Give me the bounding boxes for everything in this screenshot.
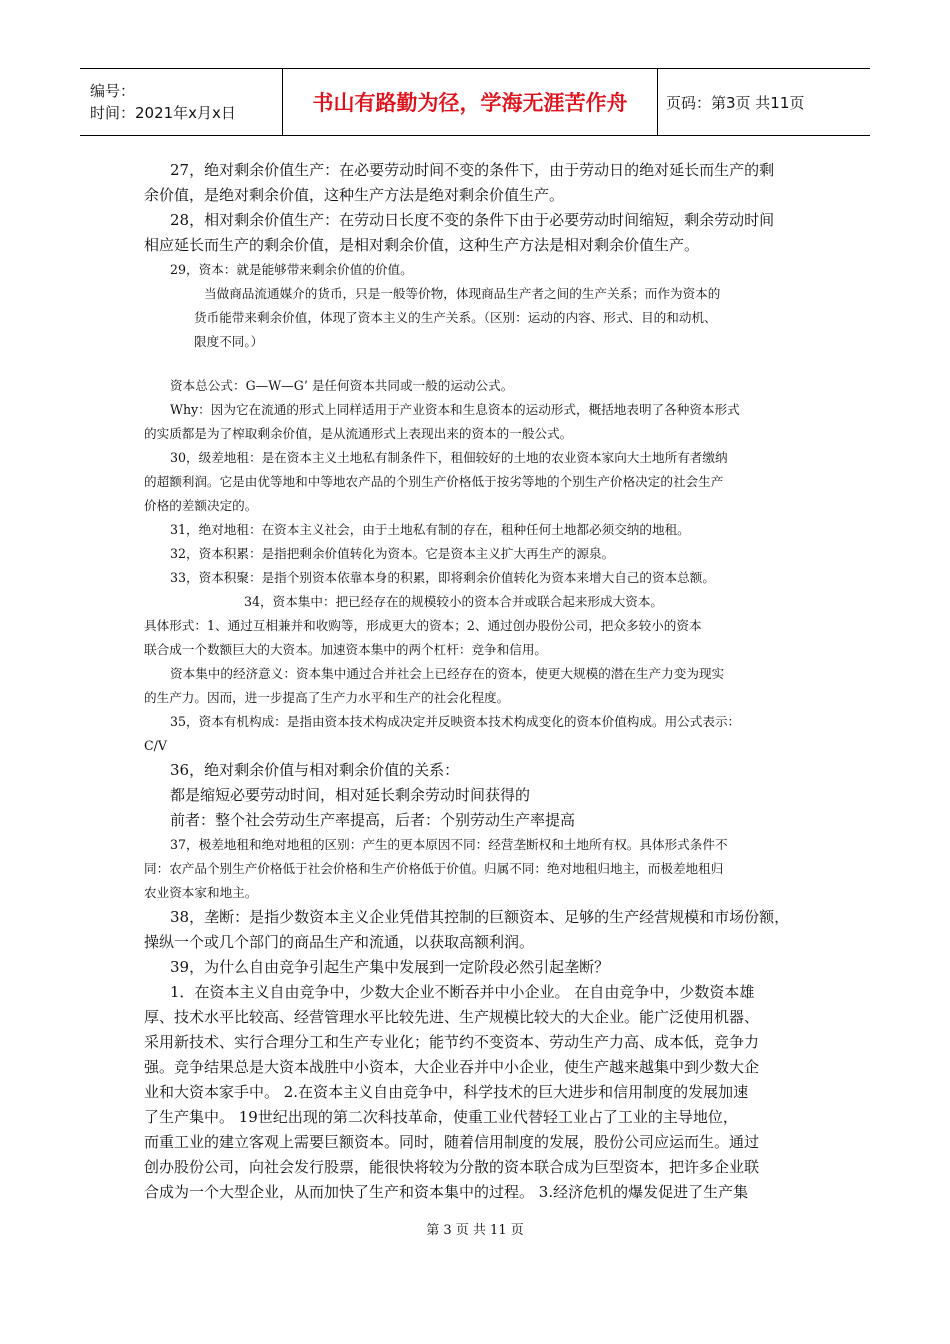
text-line: 货币能带来剩余价值，体现了资本主义的生产关系。（区别：运动的内容、形式、目的和动机、	[194, 310, 717, 325]
text-line: 资本总公式：G—W—G’ 是任何资本共同或一般的运动公式。	[170, 378, 514, 393]
text-line	[144, 354, 814, 374]
header-page-cell	[658, 69, 870, 135]
text-line: 29，资本：就是能够带来剩余价值的价值。	[170, 262, 413, 277]
text-line: 33，资本积聚：是指个别资本依靠本身的积累，即将剩余价值转化为资本来增大自己的资本总额。	[170, 570, 715, 585]
header-table	[80, 68, 870, 136]
text-line: 39，为什么自由竞争引起生产集中发展到一定阶段必然引起垄断？	[170, 958, 610, 976]
text-line: 采用新技术、实行合理分工和生产专业化；能节约不变资本、劳动生产力高、成本低，竞争力	[144, 1033, 760, 1051]
text-line: 创办股份公司，向社会发行股票，能很快将较为分散的资本联合成为巨型资本，把许多企业联	[144, 1158, 760, 1176]
number-label: 编号：	[90, 82, 136, 100]
text-line: 相应延长而生产的剩余价值，是相对剩余价值，这种生产方法是相对剩余价值生产。	[144, 236, 700, 254]
text-line: 32，资本积累：是指把剩余价值转化为资本。它是资本主义扩大再生产的源泉。	[170, 546, 615, 561]
text-line: 31，绝对地租：在资本主义社会，由于土地私有制的存在，租种任何土地都必须交纳的地租。	[170, 522, 690, 537]
text-line: 合成为一个大型企业，从而加快了生产和资本集中的过程。 3.经济危机的爆发促进了生产集	[144, 1183, 749, 1201]
text-line: 而重工业的建立客观上需要巨额资本。同时，随着信用制度的发展，股份公司应运而生。通过	[144, 1133, 760, 1151]
page-info: 页码：第3页 共11页	[666, 93, 805, 112]
text-line: 了生产集中。 19世纪出现的第二次科技革命，使重工业代替轻工业占了工业的主导地位，	[144, 1108, 738, 1126]
text-line: 34，资本集中：把已经存在的规模较小的资本合并或联合起来形成大资本。	[244, 594, 664, 609]
text-line: 限度不同。）	[194, 334, 264, 349]
text-line: 联合成一个数额巨大的大资本。加速资本集中的两个杠杆：竞争和信用。	[144, 642, 547, 657]
text-line: 前者：整个社会劳动生产率提高，后者：个别劳动生产率提高	[170, 811, 576, 829]
text-line: 的超额利润。它是由优等地和中等地农产品的个别生产价格低于按劣等地的个别生产价格决定的社会生产	[144, 474, 724, 489]
text-line: 的实质都是为了榨取剩余价值，是从流通形式上表现出来的资本的一般公式。	[144, 426, 573, 441]
text-line: 资本集中的经济意义：资本集中通过合并社会上已经存在的资本，使更大规模的潜在生产力变为现实	[170, 666, 725, 681]
text-line: 27，绝对剩余价值生产：在必要劳动时间不变的条件下，由于劳动日的绝对延长而生产的剩	[170, 161, 775, 179]
text-line: 强。竞争结果总是大资本战胜中小资本，大企业吞并中小企业，使生产越来越集中到少数大企	[144, 1058, 760, 1076]
document-body	[144, 158, 814, 1205]
text-line: 的生产力。因而，进一步提高了生产力水平和生产的社会化程度。	[144, 690, 510, 705]
time-label: 时间：2021年x月x日	[90, 104, 236, 122]
page-footer: 第 3 页 共 11 页	[426, 1223, 524, 1238]
text-line: 都是缩短必要劳动时间，相对延长剩余劳动时间获得的	[170, 786, 531, 804]
text-line: 业和大资本家手中。 2.在资本主义自由竞争中，科学技术的巨大进步和信用制度的发展加速	[144, 1083, 749, 1101]
text-line: 1．在资本主义自由竞争中，少数大企业不断吞并中小企业。 在自由竞争中，少数资本雄	[170, 983, 755, 1001]
text-line: 价格的差额决定的。	[144, 498, 258, 513]
text-line: C/V	[144, 738, 167, 753]
text-line: 35，资本有机构成：是指由资本技术构成决定并反映资本技术构成变化的资本价值构成。用公式表示：	[170, 714, 741, 729]
text-line: 28，相对剩余价值生产：在劳动日长度不变的条件下由于必要劳动时间缩短，剩余劳动时间	[170, 211, 775, 229]
header-left-cell	[80, 69, 283, 135]
text-line: 具体形式：1、通过互相兼并和收购等，形成更大的资本；2、通过创办股份公司，把众多较小的资本	[144, 618, 702, 633]
motto: 书山有路勤为径，学海无涯苦作舟	[312, 91, 628, 115]
text-line: 37，极差地租和绝对地租的区别：产生的更本原因不同：经营垄断权和土地所有权。具体形式条件不	[170, 837, 728, 852]
text-line: Why：因为它在流通的形式上同样适用于产业资本和生息资本的运动形式，概括地表明了各种资本形式	[170, 402, 740, 417]
text-line: 30，级差地租：是在资本主义土地私有制条件下，租佃较好的土地的农业资本家向大土地所有者缴纳	[170, 450, 728, 465]
text-line: 余价值，是绝对剩余价值，这种生产方法是绝对剩余价值生产。	[144, 186, 565, 204]
text-line: 同：农产品个别生产价格低于社会价格和生产价格低于价值。归属不同：绝对地租归地主，而极差地租归	[144, 861, 724, 876]
text-line: 操纵一个或几个部门的商品生产和流通，以获取高额利润。	[144, 933, 535, 951]
header-motto-cell	[283, 69, 658, 135]
text-line: 38，垄断：是指少数资本主义企业凭借其控制的巨额资本、足够的生产经营规模和市场份额，	[170, 908, 790, 926]
text-line: 36，绝对剩余价值与相对剩余价值的关系：	[170, 761, 460, 779]
text-line: 厚、技术水平比较高、经营管理水平比较先进、生产规模比较大的大企业。能广泛使用机器、	[144, 1008, 760, 1026]
text-line: 当做商品流通媒介的货币，只是一般等价物，体现商品生产者之间的生产关系；而作为资本的	[204, 286, 721, 301]
text-line: 农业资本家和地主。	[144, 885, 258, 900]
